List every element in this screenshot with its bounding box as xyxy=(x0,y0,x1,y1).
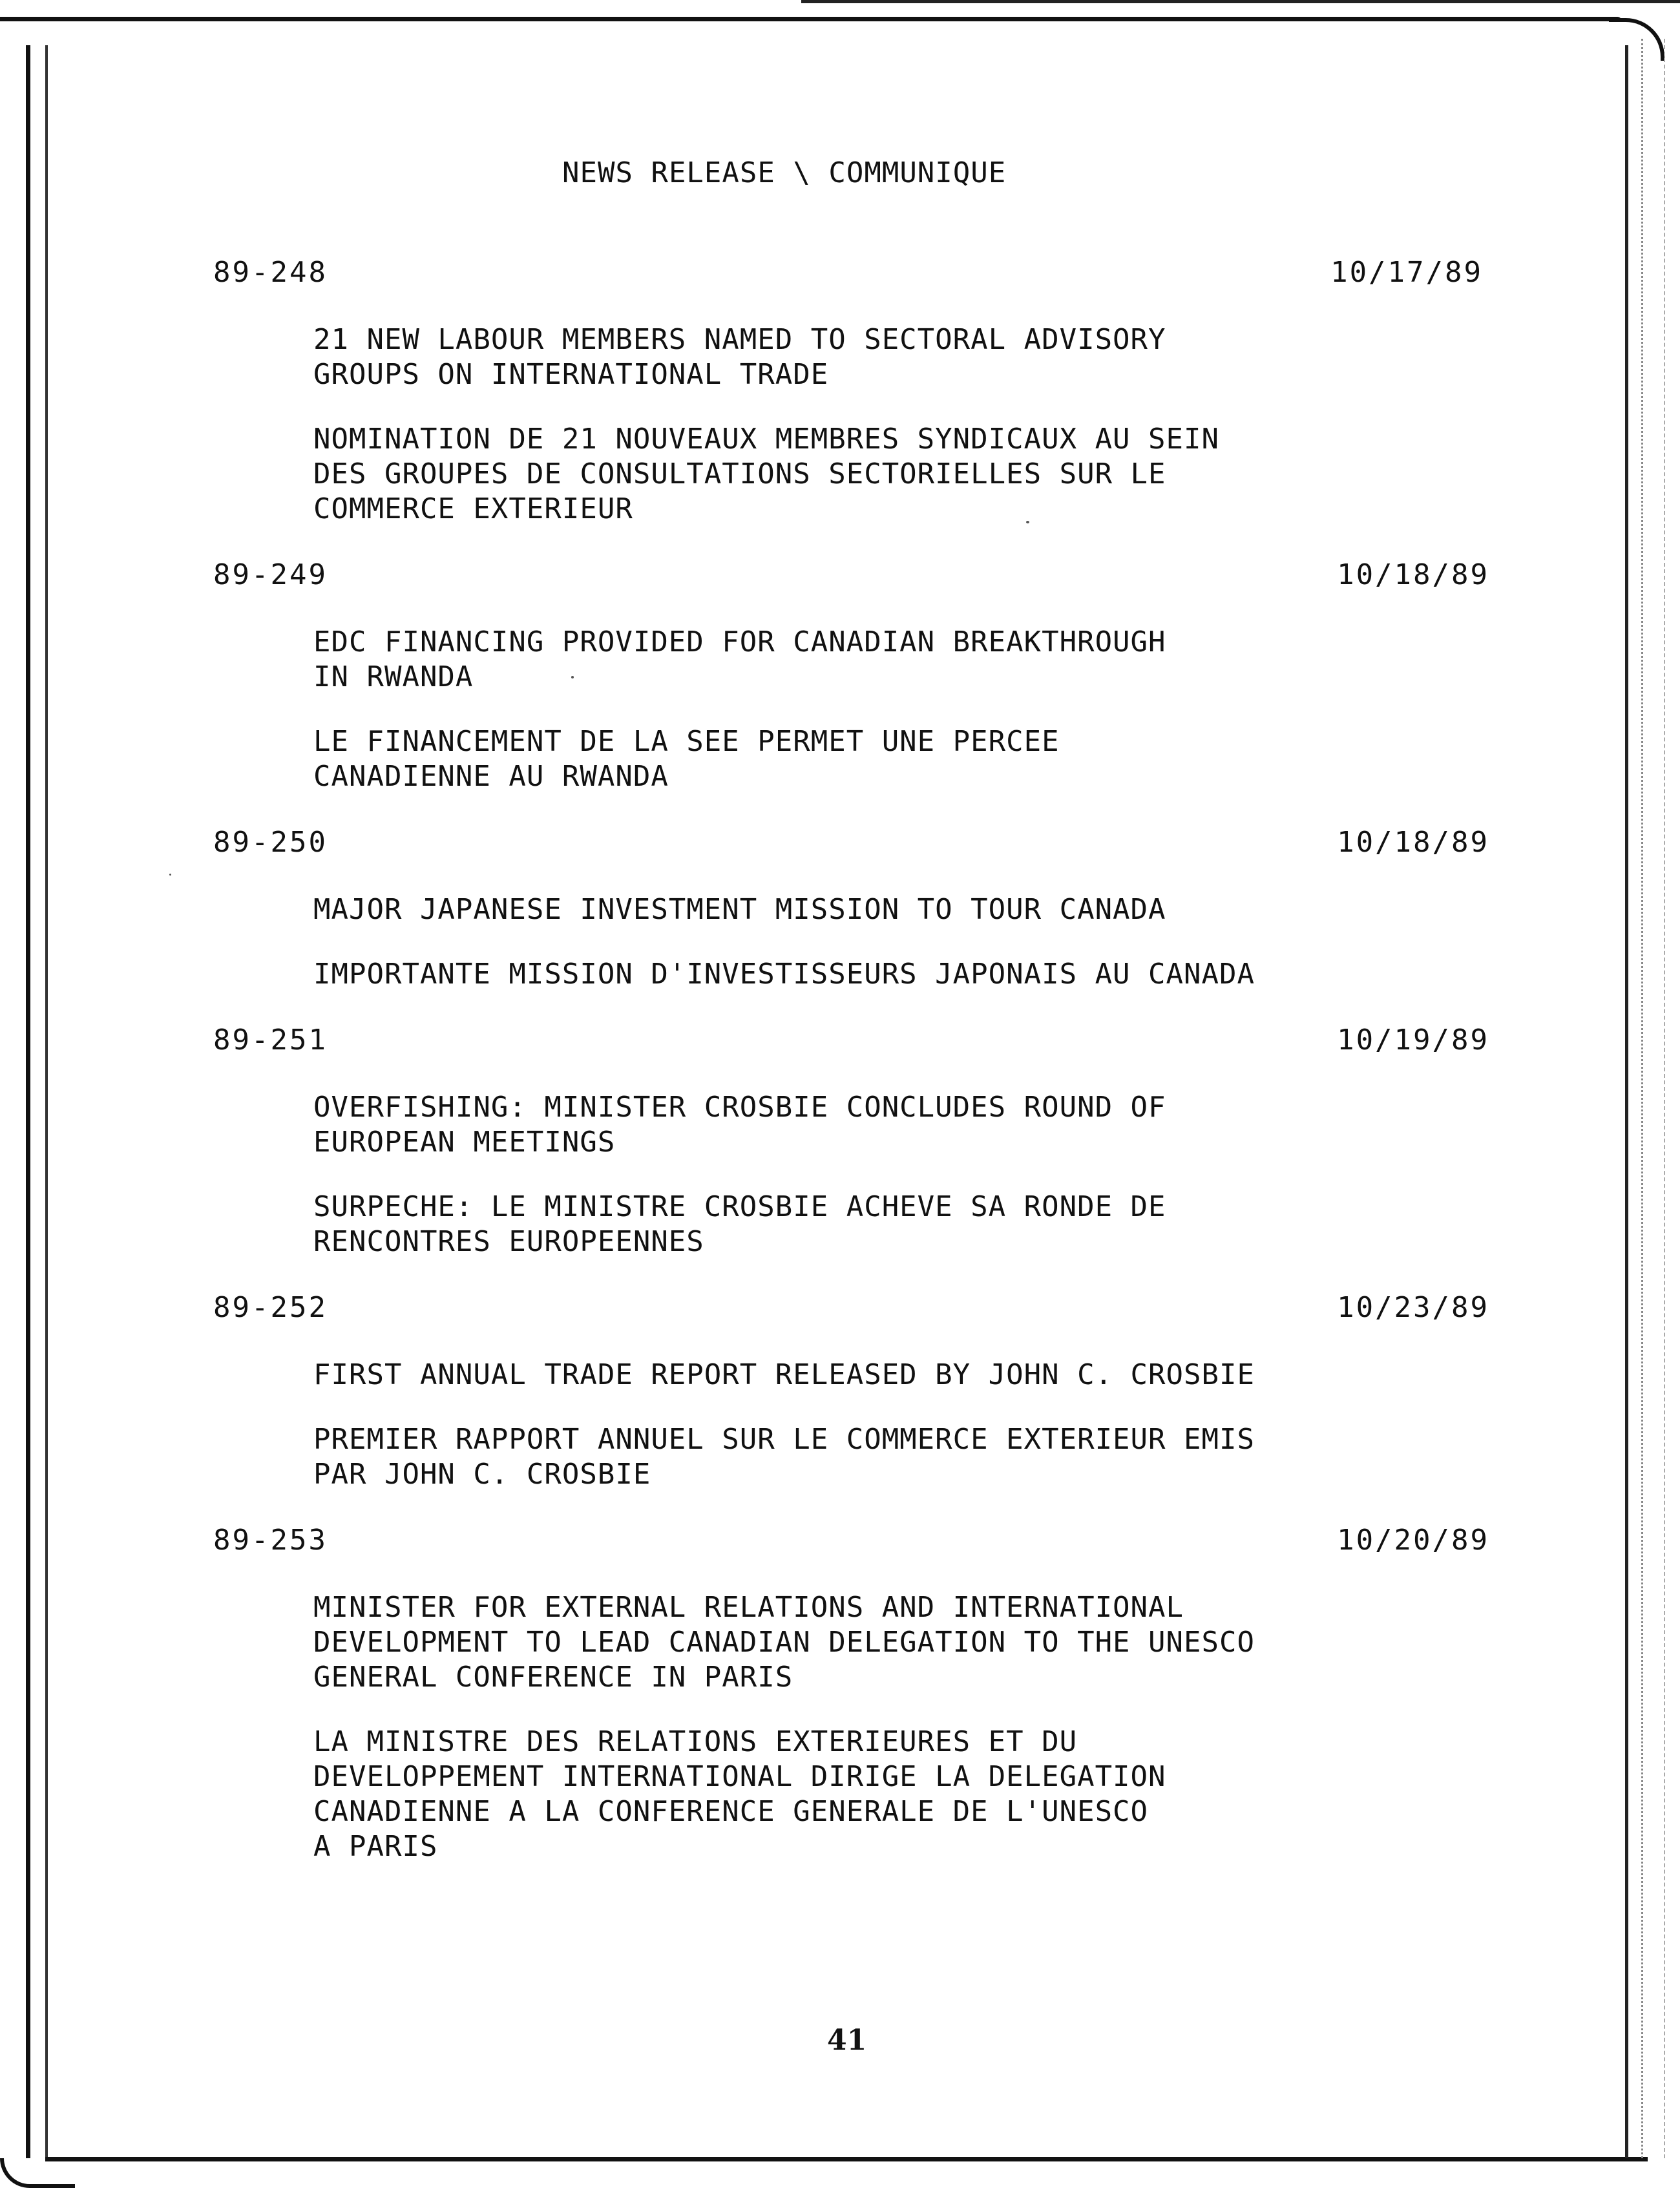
french-title: IMPORTANTE MISSION D'INVESTISSEURS JAPONAIS AU CANADA xyxy=(313,958,1255,991)
release-date: 10/23/89 xyxy=(1337,1291,1489,1324)
release-date: 10/17/89 xyxy=(1330,256,1483,289)
release-number: 89-251 xyxy=(213,1024,328,1056)
scan-speck xyxy=(169,874,171,876)
english-title: MINISTER FOR EXTERNAL RELATIONS AND INTERNATIONAL DEVELOPMENT TO LEAD CANADIAN DELEGATION TO THE UNESCO GENERAL CONFERENCE IN PARIS xyxy=(313,1591,1255,1694)
release-number: 89-248 xyxy=(213,256,328,289)
release-entry-body xyxy=(313,322,1473,527)
release-entry-header xyxy=(213,825,1489,860)
binder-edge-right xyxy=(1641,39,1643,2158)
document-header: NEWS RELEASE \ COMMUNIQUE xyxy=(562,156,1007,189)
page-border-bottom xyxy=(45,2157,1648,2161)
release-entry-header xyxy=(213,1023,1489,1058)
french-title: LE FINANCEMENT DE LA SEE PERMET UNE PERCEE CANADIENNE AU RWANDA xyxy=(313,725,1060,793)
release-date: 10/18/89 xyxy=(1337,826,1489,859)
english-title: 21 NEW LABOUR MEMBERS NAMED TO SECTORAL ADVISORY GROUPS ON INTERNATIONAL TRADE xyxy=(313,323,1166,391)
french-title: SURPECHE: LE MINISTRE CROSBIE ACHEVE SA RONDE DE RENCONTRES EUROPEENNES xyxy=(313,1190,1166,1258)
page-border-left xyxy=(26,45,30,2158)
release-entry-body xyxy=(313,1090,1473,1259)
page-number: 41 xyxy=(827,2024,867,2057)
binder-edge-top xyxy=(801,0,1680,3)
release-list xyxy=(213,255,1489,1864)
release-entry xyxy=(213,255,1483,527)
binder-edge-right-outer xyxy=(1664,39,1665,2158)
english-title: OVERFISHING: MINISTER CROSBIE CONCLUDES ROUND OF EUROPEAN MEETINGS xyxy=(313,1091,1166,1159)
release-entry xyxy=(213,1023,1489,1259)
french-title: PREMIER RAPPORT ANNUEL SUR LE COMMERCE EXTERIEUR EMIS PAR JOHN C. CROSBIE xyxy=(313,1423,1255,1491)
page-border-top xyxy=(0,17,1622,21)
release-number: 89-252 xyxy=(213,1291,328,1324)
release-number: 89-253 xyxy=(213,1524,328,1557)
french-title: NOMINATION DE 21 NOUVEAUX MEMBRES SYNDICAUX AU SEIN DES GROUPES DE CONSULTATIONS SECTORIELLES SUR LE COMMERCE EXTERIEUR xyxy=(313,423,1220,525)
release-date: 10/19/89 xyxy=(1337,1024,1489,1056)
release-number: 89-249 xyxy=(213,558,328,591)
release-entry-header xyxy=(213,1290,1489,1325)
english-title: FIRST ANNUAL TRADE REPORT RELEASED BY JOHN C. CROSBIE xyxy=(313,1358,1255,1391)
release-number: 89-250 xyxy=(213,826,328,859)
page-corner-curl-bottom xyxy=(0,2158,75,2188)
release-entry-body xyxy=(313,1590,1473,1864)
release-entry xyxy=(213,1290,1489,1492)
release-entry xyxy=(213,558,1489,794)
release-entry-body xyxy=(313,1358,1473,1492)
release-entry xyxy=(213,1523,1489,1864)
page-border-left-inner xyxy=(45,45,48,2158)
page-corner-curl xyxy=(1609,18,1664,61)
release-entry-body xyxy=(313,625,1473,794)
page-border-right xyxy=(1625,45,1628,2158)
release-entry-header xyxy=(213,558,1489,593)
release-entry-header xyxy=(213,255,1483,290)
french-title: LA MINISTRE DES RELATIONS EXTERIEURES ET DU DEVELOPPEMENT INTERNATIONAL DIRIGE LA DELEGATION CANADIENNE A LA CONFERENCE GENERALE DE L'UNESCO A PARIS xyxy=(313,1725,1166,1863)
english-title: EDC FINANCING PROVIDED FOR CANADIAN BREAKTHROUGH IN RWANDA xyxy=(313,625,1166,693)
release-date: 10/18/89 xyxy=(1337,558,1489,591)
english-title: MAJOR JAPANESE INVESTMENT MISSION TO TOUR CANADA xyxy=(313,893,1166,926)
release-date: 10/20/89 xyxy=(1337,1524,1489,1557)
release-entry-body xyxy=(313,892,1473,992)
release-entry xyxy=(213,825,1489,992)
release-entry-header xyxy=(213,1523,1489,1558)
